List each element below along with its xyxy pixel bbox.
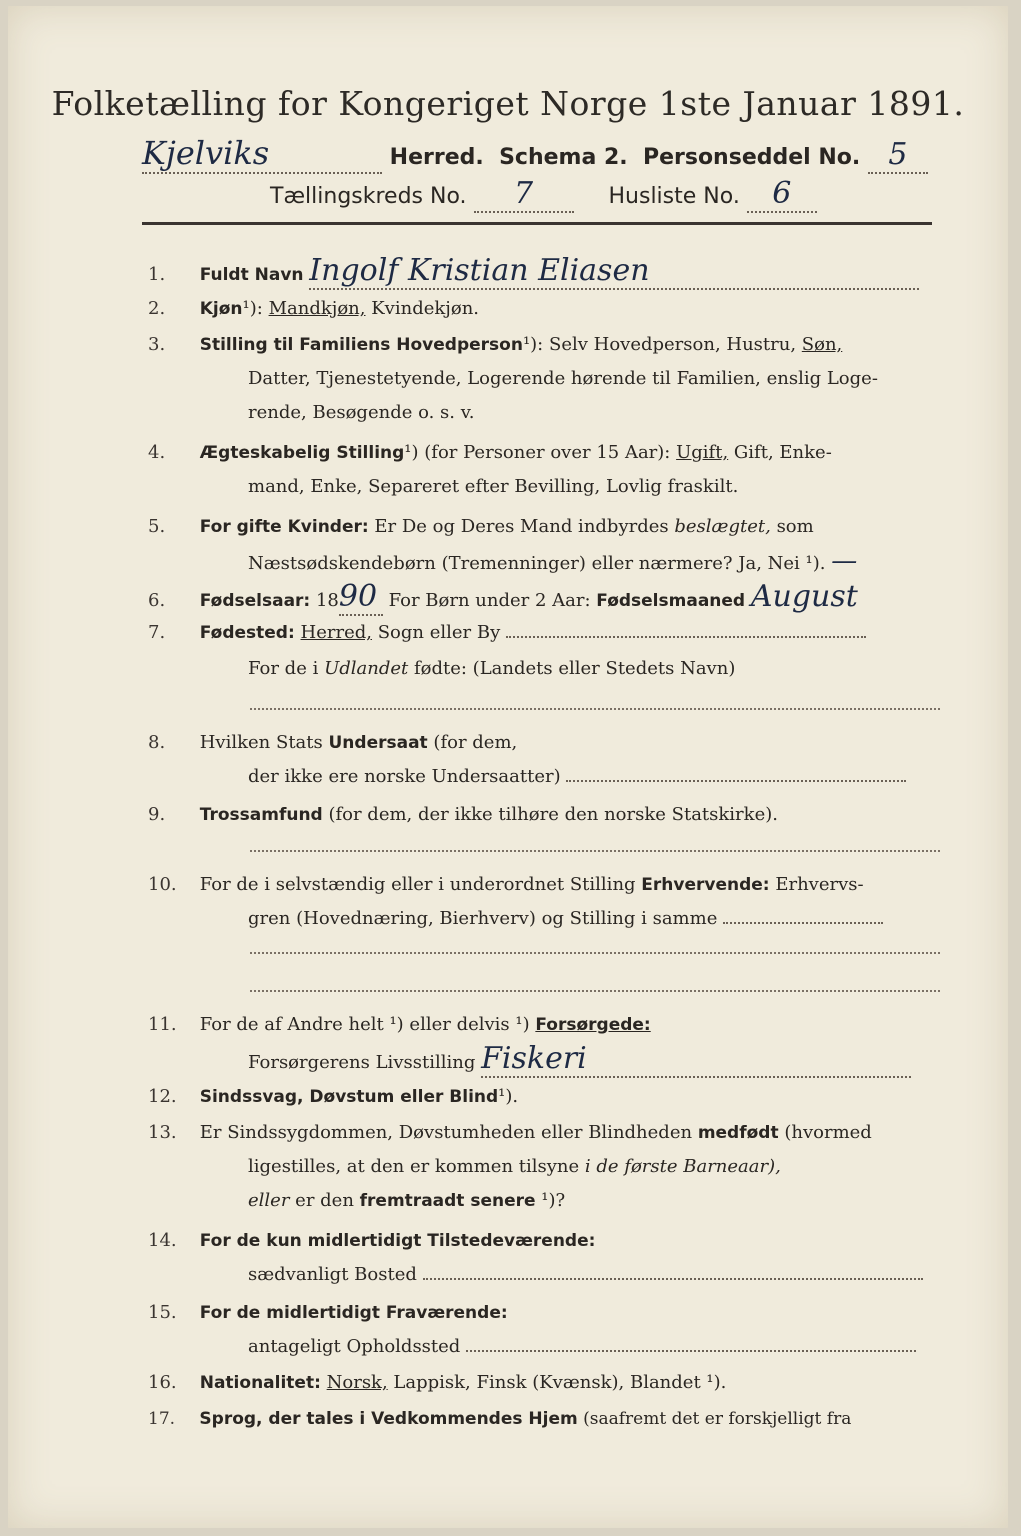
item-text-italic: i de første Barneaar),: [584, 1156, 781, 1177]
header-row-herred: [142, 134, 928, 174]
header-rule: [142, 222, 932, 225]
item-number: 5.: [148, 516, 166, 537]
item-15-line-2: [248, 1330, 948, 1364]
item-text: For de i selvstændig eller i underordnet Stilling: [199, 874, 636, 895]
personseddel-label: Personseddel No.: [642, 145, 861, 170]
husliste-number: 6: [747, 176, 817, 213]
item-number: 9.: [148, 804, 166, 825]
item-number: 11.: [148, 1014, 177, 1035]
item-11-line-2: [248, 1042, 948, 1080]
item-text: Erhvervs-: [775, 874, 864, 895]
item-label: Fødested:: [199, 623, 295, 643]
header-row-kreds: [270, 176, 817, 213]
kreds-number: 7: [474, 176, 574, 213]
item-text: Er Sindssygdommen, Døvstumheden eller Blindheden: [199, 1122, 693, 1143]
item-7: [148, 616, 948, 650]
item-text: (for dem,: [433, 732, 518, 753]
item-text: For Børn under 2 Aar:: [388, 590, 591, 611]
item-10-line-2: [248, 902, 948, 936]
item-label: Undersaat: [328, 733, 428, 753]
fill-line: [566, 780, 906, 782]
item-text: (for dem, der ikke tilhøre den norske Statskirke).: [328, 804, 778, 825]
item-8: [148, 726, 948, 760]
fill-line: [723, 922, 883, 924]
herred-name: Kjelviks: [142, 134, 382, 174]
item-text: der ikke ere norske Undersaatter): [248, 766, 561, 787]
item-label: fremtraadt senere: [359, 1191, 536, 1211]
item-label: Fødselsaar:: [199, 591, 311, 611]
option-norsk-selected: Norsk,: [326, 1372, 388, 1393]
item-16: [148, 1366, 948, 1400]
item-text: (hvormed: [784, 1122, 872, 1143]
item-text: som: [776, 516, 814, 537]
item-number: 4.: [148, 442, 166, 463]
item-15: [148, 1296, 948, 1330]
item-text-italic: Udlandet: [324, 658, 409, 679]
item-text: sædvanligt Bosted: [248, 1264, 417, 1285]
item-label: Nationalitet:: [199, 1373, 321, 1393]
herred-label: Herred.: [389, 145, 484, 170]
fill-line: [250, 850, 940, 852]
item-label: medfødt: [697, 1123, 779, 1143]
kreds-label: Tællingskreds No.: [270, 184, 467, 209]
form-title: Folketælling for Kongeriget Norge 1ste Januar 1891.: [51, 84, 965, 123]
item-label: Erhvervende:: [641, 875, 770, 895]
item-11: [148, 1008, 948, 1042]
item-number: 16.: [148, 1372, 177, 1393]
fill-line: [423, 1278, 923, 1280]
item-text: Forsørgerens Livsstilling: [248, 1052, 476, 1073]
item-label: Ægteskabelig Stilling: [199, 443, 405, 463]
item-label: Trossamfund: [199, 805, 323, 825]
item-7-line-2: [248, 652, 948, 686]
census-form: [8, 6, 1008, 1528]
item-text: ¹)?: [541, 1190, 566, 1211]
birth-year-value: 90: [339, 580, 383, 616]
fill-line: [250, 708, 940, 710]
item-5: [148, 510, 948, 544]
item-number: 13.: [148, 1122, 177, 1143]
option-kvindekjon: Kvindekjøn.: [371, 298, 480, 319]
item-12: [148, 1080, 948, 1114]
item-2: [148, 292, 948, 326]
option-herred-selected: Herred,: [300, 622, 372, 643]
footnote-mark: ¹).: [498, 1086, 519, 1107]
item-number: 10.: [148, 874, 177, 895]
item-label: Forsørgede:: [535, 1015, 651, 1035]
item-text: For de af Andre helt ¹) eller delvis ¹): [199, 1014, 530, 1035]
item-text: Sogn eller By: [377, 622, 501, 643]
item-number: 14.: [148, 1230, 177, 1251]
fill-line: [250, 952, 940, 954]
item-label: For de midlertidigt Fraværende:: [199, 1303, 508, 1323]
item-label: Sprog, der tales i Vedkommendes Hjem: [199, 1409, 578, 1429]
schema-label: Schema 2.: [499, 145, 628, 170]
item-3-line-3: rende, Besøgende o. s. v.: [248, 402, 475, 423]
footnote-mark: ¹): [404, 442, 419, 463]
fill-line: [466, 1350, 916, 1352]
item-4-line-2: mand, Enke, Separeret efter Bevilling, Lovlig fraskilt.: [248, 476, 739, 497]
provider-occupation-value: Fiskeri: [481, 1042, 911, 1078]
item-5-line-2: [248, 544, 948, 581]
item-text: Lappisk, Finsk (Kvænsk), Blandet ¹).: [393, 1372, 727, 1393]
option-ugift-selected: Ugift,: [676, 442, 729, 463]
item-3-line-2: Datter, Tjenestetyende, Logerende hørende til Familien, enslig Loge-: [248, 368, 878, 389]
item-number: 2.: [148, 298, 166, 319]
item-13: [148, 1116, 948, 1150]
item-label: For gifte Kvinder:: [199, 517, 369, 537]
item-14-line-2: [248, 1258, 948, 1292]
item-number: 6.: [148, 590, 166, 611]
year-prefix: 18: [315, 590, 339, 611]
item-3: [148, 328, 948, 362]
item-number: 7.: [148, 622, 166, 643]
option-son-selected: Søn,: [801, 334, 843, 355]
husliste-label: Husliste No.: [608, 184, 740, 209]
item-number: 8.: [148, 732, 166, 753]
item-label: Stilling til Familiens Hovedperson: [199, 335, 523, 355]
item-9: [148, 798, 948, 832]
item-13-line-2: [248, 1150, 948, 1184]
item-8-line-2: [248, 760, 948, 794]
item-label: Fuldt Navn: [199, 265, 304, 285]
footnote-mark: ¹):: [522, 334, 544, 355]
item-text: ligestilles, at den er kommen tilsyne: [248, 1156, 580, 1177]
item-label: For de kun midlertidigt Tilstedeværende:: [199, 1231, 596, 1251]
item-label: Sindssvag, Døvstum eller Blind: [199, 1087, 499, 1107]
item-number: 17.: [148, 1409, 176, 1429]
item-text: gren (Hovednæring, Bierhverv) og Stilling i samme: [248, 908, 718, 929]
item-text: (for Personer over 15 Aar):: [424, 442, 671, 463]
item-number: 12.: [148, 1086, 177, 1107]
item-13-line-3: [248, 1184, 948, 1218]
full-name-value: Ingolf Kristian Eliasen: [309, 254, 919, 290]
item-label: Kjøn: [199, 299, 243, 319]
option-mandkjon-selected: Mandkjøn,: [268, 298, 366, 319]
item-text: Selv Hovedperson, Hustru,: [548, 334, 797, 355]
item-4: [148, 436, 948, 470]
item-text: Hvilken Stats: [199, 732, 323, 753]
item-text: antageligt Opholdssted: [248, 1336, 461, 1357]
item-text-italic: beslægtet,: [674, 516, 771, 537]
item-17: [148, 1402, 948, 1436]
item-label: Fødselsmaaned: [596, 591, 746, 611]
item-number: 3.: [148, 334, 166, 355]
item-1: [148, 254, 948, 292]
item-10: [148, 868, 948, 902]
item-text: er den: [295, 1190, 354, 1211]
item-number: 1.: [148, 264, 166, 285]
birth-month-value: August: [750, 579, 858, 614]
fill-line: [250, 990, 940, 992]
item-6: [148, 580, 948, 618]
footnote-mark: ¹):: [242, 298, 263, 319]
related-answer-value: —: [831, 546, 858, 576]
item-text: (saafremt det er forskjelligt fra: [583, 1409, 852, 1429]
item-number: 15.: [148, 1302, 177, 1323]
item-text: fødte: (Landets eller Stedets Navn): [413, 658, 736, 679]
item-text: Er De og Deres Mand indbyrdes: [374, 516, 669, 537]
fill-line: [506, 636, 866, 638]
item-text-italic: eller: [248, 1190, 290, 1211]
personseddel-number: 5: [868, 137, 928, 174]
item-text: For de i: [248, 658, 319, 679]
item-text: Gift, Enke-: [733, 442, 832, 463]
item-text: Næstsødskendebørn (Tremenninger) eller nærmere? Ja, Nei ¹).: [248, 553, 826, 574]
item-14: [148, 1224, 948, 1258]
